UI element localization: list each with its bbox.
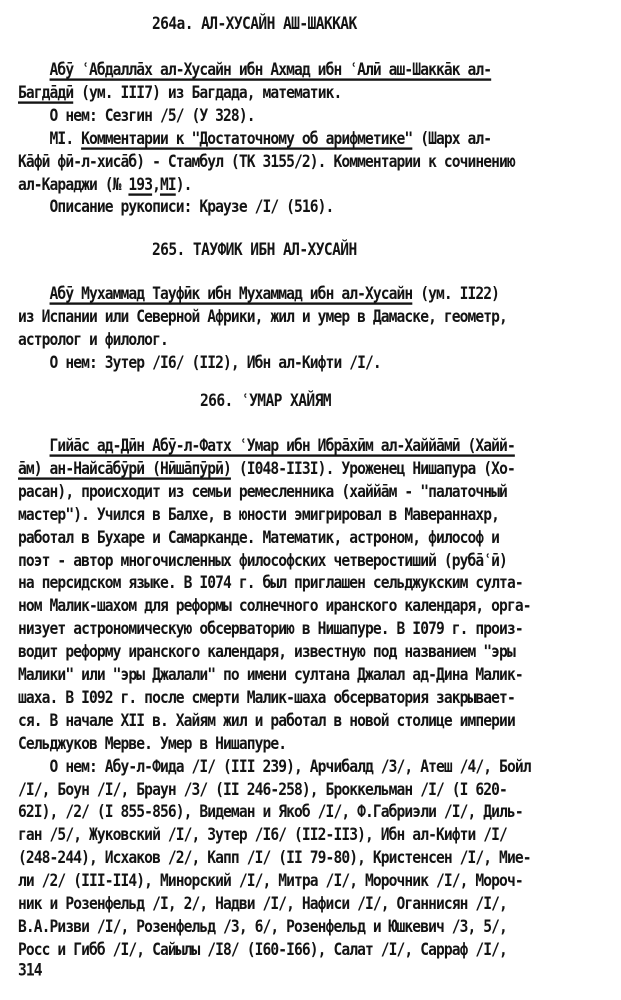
underlined-name: 193	[128, 174, 153, 195]
text-fragment: О нем: Сезгин /5/ (У 328).	[18, 105, 255, 126]
page-number: 314	[18, 960, 42, 981]
underlined-name: MI	[159, 174, 176, 195]
text-fragment: расан), происходит из семьи ремесленника (хаййāм - "палаточный	[18, 481, 507, 502]
text-fragment: 62I), /2/ (I 855-856), Видеман и Якоб /I/, Ф.Габриэли /I/, Диль-	[18, 801, 523, 822]
text-fragment: ).	[175, 174, 192, 195]
text-fragment	[18, 436, 50, 456]
text-fragment: О нем: Абу-л-Фида /I/ (III 239), Арчибалд /3/, Атеш /4/, Бойл	[18, 756, 531, 777]
text-fragment: Росс и Гибб /I/, Сайылы /I8/ (I60-I66), Салат /I/, Сарраф /I/,	[18, 939, 507, 960]
text-fragment: (ум. II22)	[412, 283, 500, 304]
text-fragment: астролог и филолог.	[18, 329, 168, 350]
text-fragment: шаха. В I092 г. после смерти Малик-шаха обсерватория закрывает-	[18, 687, 515, 708]
text-fragment: (ум. III7) из Багдада, математик.	[73, 82, 342, 103]
text-fragment: (I048-II3I). Уроженец Нишапура (Хо-	[230, 458, 515, 479]
underlined-name: Комментарии к "Достаточному об арифметике"	[81, 128, 413, 149]
text-fragment: поэт - автор многочисленных философских четверостиший (рубāʿӣ)	[18, 550, 507, 571]
text-fragment: ном Малик-шахом для реформы солнечного иранского календаря, орга-	[18, 595, 531, 616]
text-fragment: из Испании или Северной Африки, жил и умер в Дамаске, геометр,	[18, 306, 507, 327]
text-fragment: (Шарх ал-	[412, 128, 492, 149]
text-line	[18, 193, 333, 220]
text-line	[18, 349, 381, 376]
text-fragment: на персидском языке. В I074 г. был приглашен сельджукским султа-	[18, 572, 523, 593]
text-fragment: Кāфӣ фӣ-л-хисāб) - Стамбул (ТК 3155/2). Комментарии к сочинению	[18, 151, 515, 172]
underlined-name: Багдāдӣ	[18, 82, 74, 103]
text-fragment	[18, 284, 50, 304]
entry-heading: 266. ʿУМАР ХАЙЯМ	[200, 390, 331, 411]
text-fragment: /I/, Боун /I/, Браун /3/ (II 246-258), Броккельман /I/ (I 620-	[18, 779, 507, 800]
text-fragment: низует астрономическую обсерваторию в Нишапуре. В I079 г. произ-	[18, 618, 523, 639]
text-fragment: работал в Бухаре и Самарканде. Математик, астроном, философ и	[18, 527, 500, 548]
text-fragment: Описание рукописи: Краузе /I/ (516).	[18, 196, 334, 217]
text-fragment	[18, 60, 50, 80]
text-fragment: (248-244), Исхаков /2/, Капп /I/ (II 79-80), Кристенсен /I/, Мие-	[18, 847, 531, 868]
text-fragment: О нем: Зутер /I6/ (II2), Ибн ал-Кифти /I/.	[18, 352, 381, 373]
text-fragment: ган /5/, Жуковский /I/, Зутер /I6/ (II2-II3), Ибн ал-Кифти /I/	[18, 824, 507, 845]
text-fragment: ник и Розенфельд /I, 2/, Надви /I/, Нафиси /I/, Оганнисян /I/,	[18, 893, 507, 914]
text-fragment: ,	[152, 174, 160, 195]
text-fragment: Сельджуков Мерве. Умер в Нишапуре.	[18, 733, 287, 754]
text-fragment: MI.	[18, 128, 82, 149]
underlined-name: Абӯ ʿАбдаллāх ал-Хусайн ибн Ахмад ибн ʿАлӣ аш-Шаккāк ал-	[49, 59, 492, 80]
text-fragment: ал-Караджи (№	[18, 174, 129, 195]
text-fragment: водит реформу иранского календаря, известную под названием "эры	[18, 641, 515, 662]
text-line	[18, 936, 507, 963]
underlined-name: Абӯ Мухаммад Тауфӣк ибн Мухаммад ибн ал-Хусайн	[49, 283, 413, 304]
text-fragment: Малики" или "эры Джалали" по имени султана Джалал ад-Дина Малик-	[18, 664, 523, 685]
entry-heading: 264а. АЛ-ХУСАЙН АШ-ШАККАК	[152, 13, 357, 34]
entry-heading: 265. ТАУФИК ИБН АЛ-ХУСАЙН	[152, 239, 357, 260]
underlined-name: āм) ан-Найсāбӯрӣ (Нӣшāпӯрӣ)	[18, 458, 231, 479]
underlined-name: Гийāс ад-Дӣн Абӯ-л-Фатх ʿУмар ибн Ибрāхӣм ал-Хаййāмӣ (Хайй-	[49, 435, 515, 456]
text-fragment: мастер"). Учился в Балхе, в юности эмигрировал в Мавераннахр,	[18, 504, 500, 525]
text-fragment: ся. В начале XII в. Хайям жил и работал в новой столице империи	[18, 710, 515, 731]
text-fragment: ли /2/ (III-II4), Минорский /I/, Митра /I/, Морочник /I/, Мороч-	[18, 870, 523, 891]
text-fragment: В.А.Ризви /I/, Розенфельд /3, 6/, Розенфельд и Юшкевич /3, 5/,	[18, 916, 507, 937]
